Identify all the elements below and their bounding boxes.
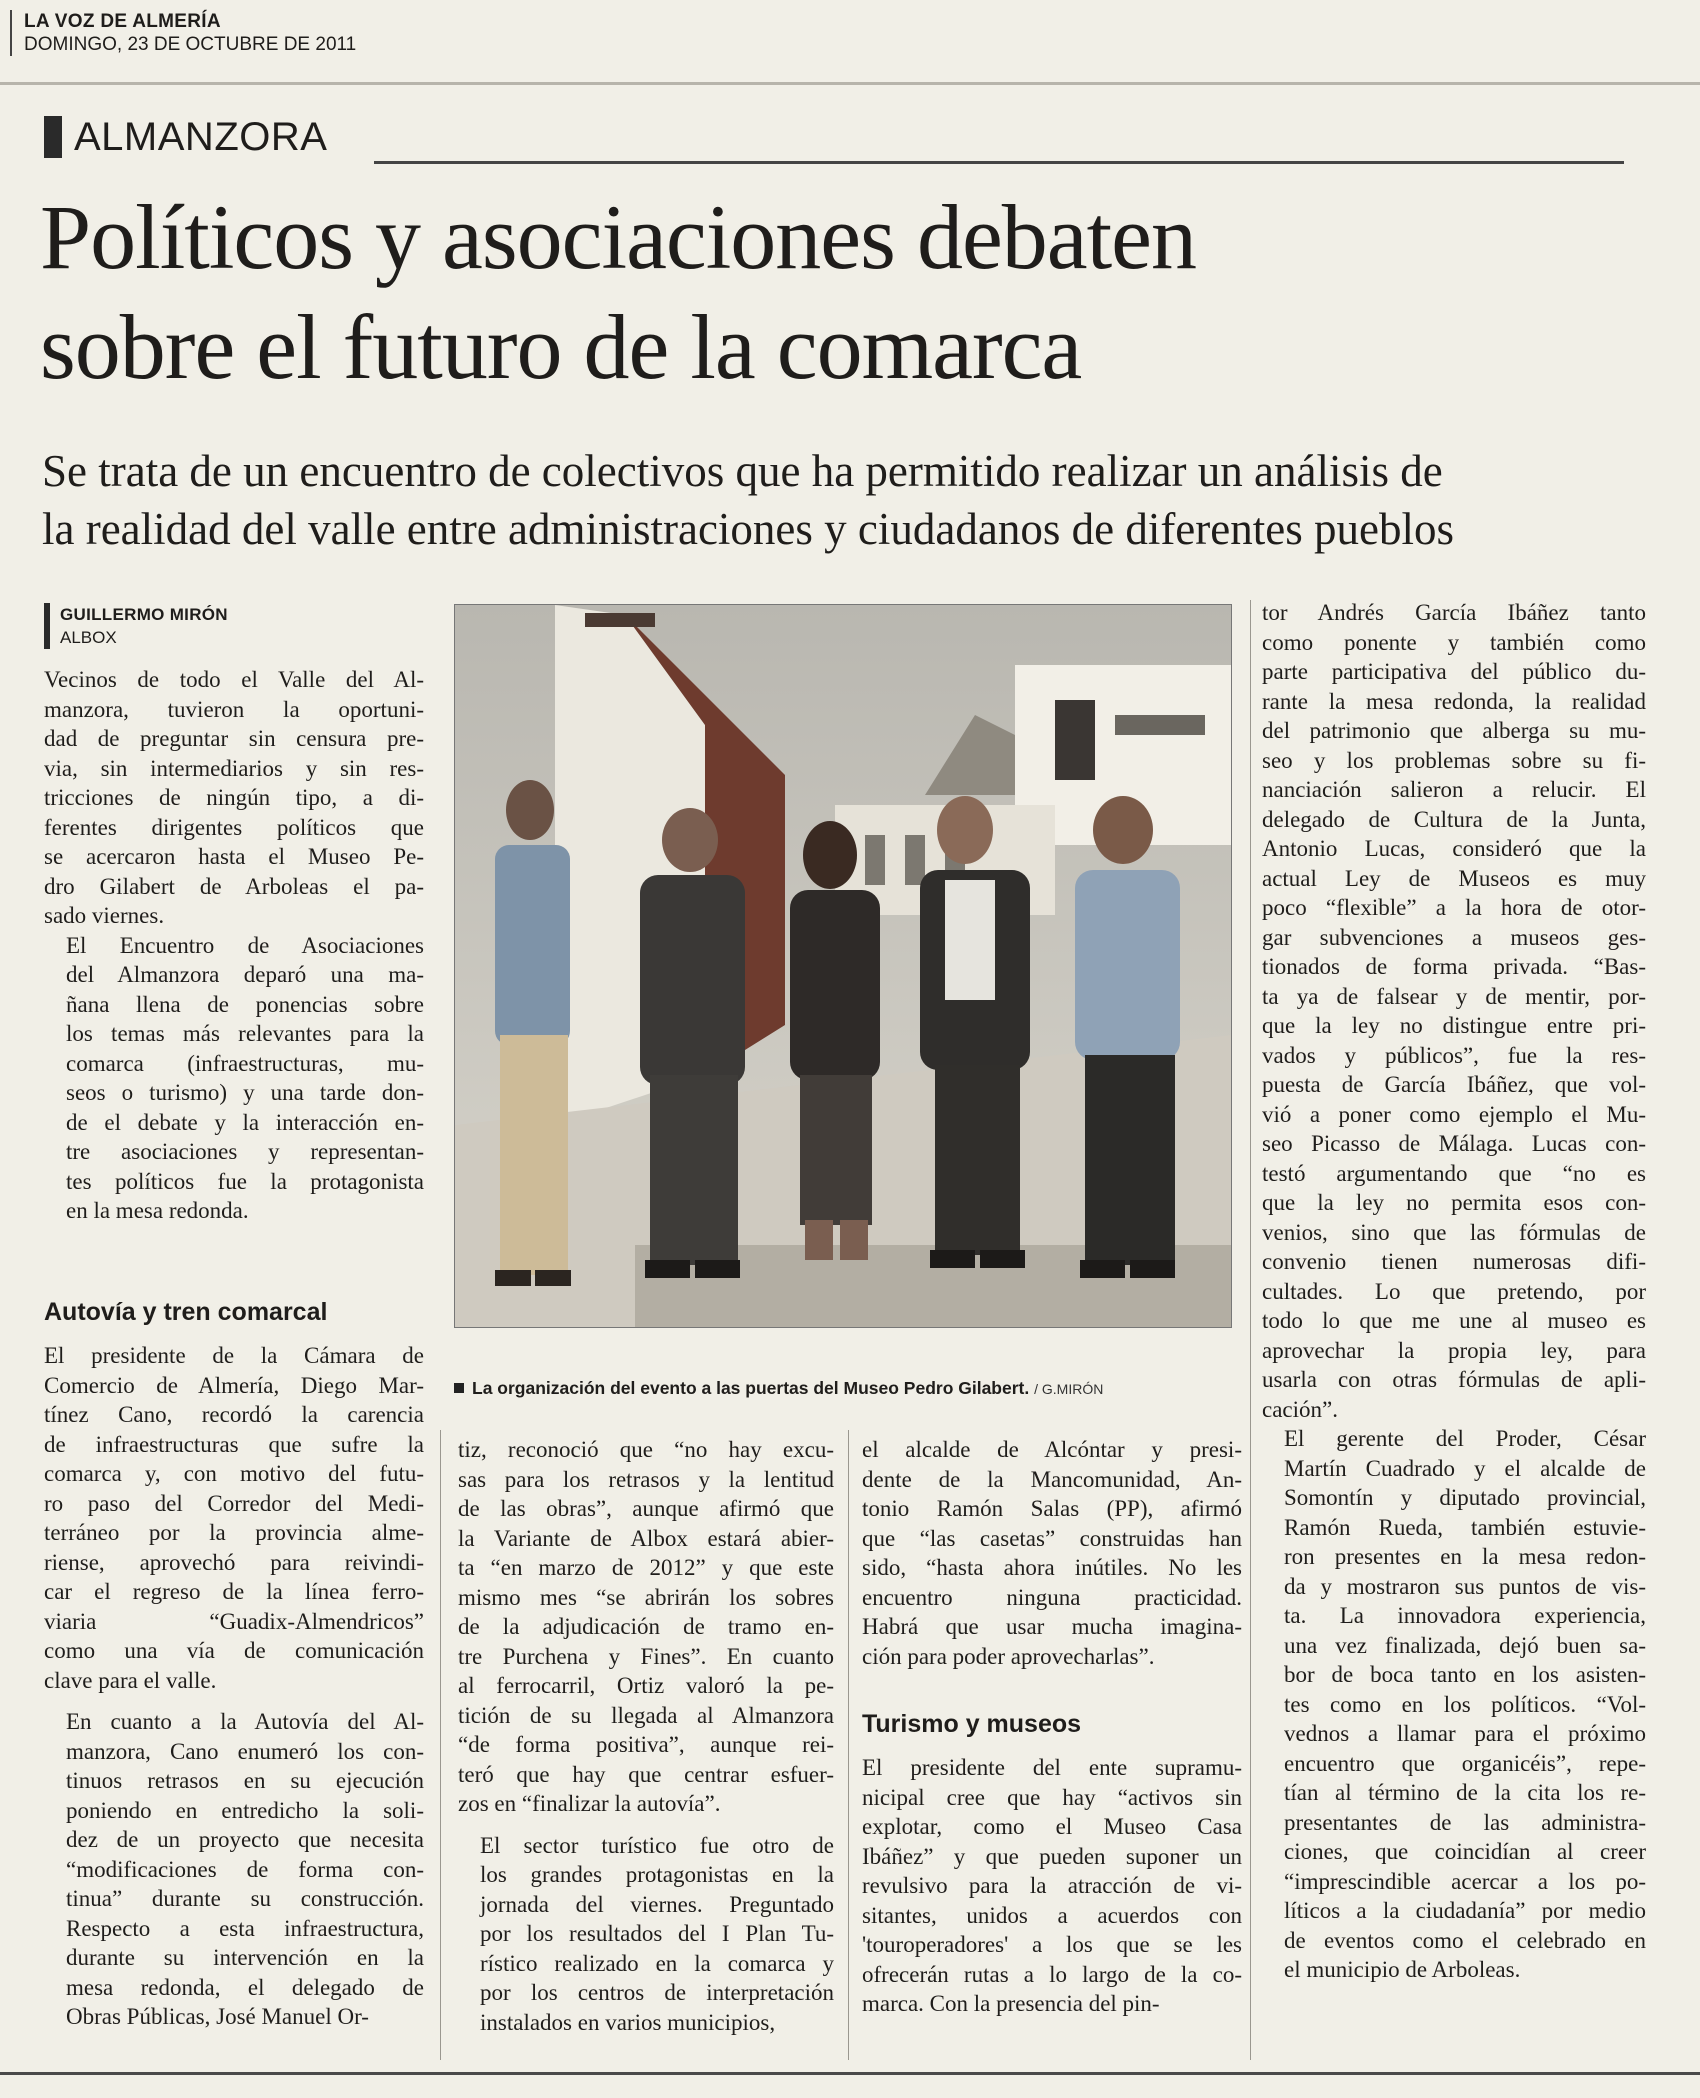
text-line: la Variante de Albox estará abier- xyxy=(458,1525,834,1551)
text-line: del patrimonio que alberga su mu- xyxy=(1262,718,1646,743)
article-photo xyxy=(454,604,1232,1328)
article-column-4 xyxy=(1262,598,1646,1985)
text-line: se acercaron hasta el Museo Pe- xyxy=(44,844,424,869)
text-line: tición de su llegada al Almanzora xyxy=(458,1702,834,1728)
text-line: “modificaciones de forma con- xyxy=(66,1856,424,1882)
text-line: tor Andrés García Ibáñez tanto xyxy=(1262,600,1646,625)
text-line: clave para el valle. xyxy=(44,1667,217,1693)
article-paragraph-1 xyxy=(44,665,424,931)
author-location: ALBOX xyxy=(60,628,117,647)
text-line: Antonio Lucas, consideró que la xyxy=(1262,836,1646,861)
text-line: durante su intervención en la xyxy=(66,1945,424,1970)
text-line: sado viernes. xyxy=(44,903,165,928)
text-line: tre Purchena y Fines”. En cuanto xyxy=(458,1643,834,1669)
headline-line-1: Políticos y asociaciones debaten xyxy=(40,186,1197,288)
article-paragraph-7 xyxy=(1262,1424,1646,1985)
section-rule xyxy=(374,161,1624,164)
text-line: dad de preguntar sin censura pre- xyxy=(44,726,424,751)
text-line: El presidente de la Cámara de xyxy=(44,1343,424,1368)
text-line: tre asociaciones y representan- xyxy=(66,1139,424,1164)
text-line: vados y públicos”, fue la res- xyxy=(1262,1042,1646,1068)
text-line: actual Ley de Museos es muy xyxy=(1262,865,1646,891)
text-line: ferentes dirigentes políticos que xyxy=(44,814,424,840)
text-line: bor de boca tanto en los asisten- xyxy=(1284,1662,1646,1687)
headline-line-2: sobre el futuro de la comarca xyxy=(40,296,1082,398)
text-line: como una vía de comunicación xyxy=(44,1638,424,1663)
text-line: que la ley no permita esos con- xyxy=(1262,1190,1646,1215)
article-paragraph-2 xyxy=(44,931,424,1226)
photo-caption xyxy=(454,1376,1234,1401)
text-line: “imprescindible acercar a los po- xyxy=(1284,1868,1646,1894)
text-line: ciones, que coincidían al creer xyxy=(1284,1839,1646,1864)
subheadline xyxy=(42,442,1662,558)
text-line: encuentro que organicéis”, repe- xyxy=(1284,1750,1646,1776)
text-line: tían al término de la cita los re- xyxy=(1284,1780,1646,1805)
text-line: como ponente y también como xyxy=(1262,629,1646,655)
text-line: El gerente del Proder, César xyxy=(1284,1426,1646,1451)
article-paragraph-6 xyxy=(862,1753,1242,2019)
text-line: instalados en varios municipios, xyxy=(480,2009,776,2035)
text-line: tinuos retrasos en su ejecución xyxy=(66,1768,424,1793)
text-line: al ferrocarril, Ortiz valoró la pe- xyxy=(458,1673,834,1698)
text-line: Ibáñez” y que pueden suponer un xyxy=(862,1843,1242,1869)
newspaper-name: LA VOZ DE ALMERÍA xyxy=(24,11,221,32)
text-line: revulsivo para la atracción de vi- xyxy=(862,1873,1242,1898)
text-line: ta ya de falsear y de mentir, por- xyxy=(1262,983,1646,1009)
text-line: cultades. Lo que pretendo, por xyxy=(1262,1278,1646,1304)
photo-credit: / G.MIRÓN xyxy=(1034,1381,1104,1397)
column-rule-4 xyxy=(1250,600,1251,2060)
text-line: que “las casetas” construidas han xyxy=(862,1525,1242,1551)
text-line: riense, aprovechó para reivindi- xyxy=(44,1549,424,1575)
text-line: Obras Públicas, José Manuel Or- xyxy=(66,2004,369,2029)
text-line: ro paso del Corredor del Medi- xyxy=(44,1490,424,1516)
text-line: manzora, Cano enumeró los con- xyxy=(66,1738,424,1764)
text-line: encuentro ninguna practicidad. xyxy=(862,1584,1242,1610)
text-line: tiz, reconoció que “no hay excu- xyxy=(458,1437,834,1462)
text-line: Habrá que usar mucha imagina- xyxy=(862,1614,1242,1639)
section-header xyxy=(44,112,1624,166)
text-line: aprovechar la propia ley, para xyxy=(1262,1337,1646,1363)
text-line: teró que hay que centrar esfuer- xyxy=(458,1761,834,1787)
text-line: el alcalde de Alcóntar y presi- xyxy=(862,1437,1242,1462)
text-line: tonio Ramón Salas (PP), afirmó xyxy=(862,1496,1242,1521)
text-line: ta “en marzo de 2012” y que este xyxy=(458,1555,834,1580)
text-line: El Encuentro de Asociaciones xyxy=(66,932,424,958)
text-line: Somontín y diputado provincial, xyxy=(1284,1485,1646,1510)
text-line: comarca (infraestructuras, mu- xyxy=(66,1050,424,1076)
text-line: car el regreso de la línea ferro- xyxy=(44,1579,424,1604)
text-line: cación”. xyxy=(1262,1396,1338,1422)
text-line: nicipal cree que hay “activos sin xyxy=(862,1784,1242,1810)
text-line: vió a poner como ejemplo el Mu- xyxy=(1262,1101,1646,1127)
article-paragraph-5 xyxy=(458,1831,834,2038)
person-2 xyxy=(640,808,745,1278)
text-line: los temas más relevantes para la xyxy=(66,1021,424,1046)
issue-date: DOMINGO, 23 DE OCTUBRE DE 2011 xyxy=(24,34,357,55)
text-line: tionados de forma privada. “Bas- xyxy=(1262,954,1646,979)
text-line: presentantes de las administra- xyxy=(1284,1809,1646,1835)
text-line: de eventos como el celebrado en xyxy=(1284,1927,1646,1953)
author-name: GUILLERMO MIRÓN xyxy=(60,605,228,624)
text-line: delegado de Cultura de la Junta, xyxy=(1262,806,1646,832)
text-line: zos en “finalizar la autovía”. xyxy=(458,1791,721,1816)
text-line: de la adjudicación de tramo en- xyxy=(458,1614,834,1639)
photo-illustration xyxy=(455,605,1231,1327)
text-line: sas para los retrasos y la lentitud xyxy=(458,1466,834,1492)
text-line: por los centros de interpretación xyxy=(480,1980,834,2005)
article-paragraph-3 xyxy=(44,1341,424,1695)
text-line: usarla con otras fórmulas de apli- xyxy=(1262,1367,1646,1392)
text-line: seos o turismo) y una tarde don- xyxy=(66,1080,424,1105)
text-line: En cuanto a la Autovía del Al- xyxy=(66,1709,424,1734)
article-column-1-bottom xyxy=(44,1295,424,2032)
subheading-turismo: Turismo y museos xyxy=(862,1710,1082,1738)
text-line: El sector turístico fue otro de xyxy=(480,1832,834,1858)
text-line: seo y los problemas sobre su fi- xyxy=(1262,747,1646,773)
text-line: Vecinos de todo el Valle del Al- xyxy=(44,667,424,692)
text-line: de el debate y la interacción en- xyxy=(66,1109,424,1135)
person-1 xyxy=(495,780,571,1286)
text-line: tes políticos fue la protagonista xyxy=(66,1168,424,1194)
section-bar xyxy=(44,116,62,158)
article-paragraph-6-cont xyxy=(1262,598,1646,1424)
text-line: testó argumentando que “no es xyxy=(1262,1160,1646,1186)
text-line: Respecto a esta infraestructura, xyxy=(66,1915,424,1941)
text-line: seo Picasso de Málaga. Lucas con- xyxy=(1262,1131,1646,1156)
subheadline-line-2: la realidad del valle entre administraciones y ciudadanos de diferentes pueblos xyxy=(42,504,1454,554)
text-line: comarca y, con motivo del futu- xyxy=(44,1461,424,1486)
text-line: explotar, como el Museo Casa xyxy=(862,1814,1242,1839)
text-line: los grandes protagonistas en la xyxy=(480,1862,834,1887)
subheading-autovia: Autovía y tren comarcal xyxy=(44,1298,328,1326)
text-line: tínez Cano, recordó la carencia xyxy=(44,1402,424,1427)
text-line: dro Gilabert de Arboleas el pa- xyxy=(44,873,424,899)
article-paragraph-5-cont xyxy=(862,1435,1242,1671)
text-line: da y mostraron sus puntos de vis- xyxy=(1284,1573,1646,1599)
text-line: terráneo por la provincia alme- xyxy=(44,1520,424,1545)
text-line: una vez finalizada, dejó buen sa- xyxy=(1284,1632,1646,1658)
text-line: poco “flexible” a la hora de otor- xyxy=(1262,895,1646,920)
text-line: gar subvenciones a museos ges- xyxy=(1262,924,1646,950)
masthead xyxy=(10,10,424,56)
text-line: ción para poder aprovecharlas”. xyxy=(862,1643,1155,1669)
text-line: tricciones de ningún tipo, a di- xyxy=(44,785,424,810)
text-line: vednos a llamar para el próximo xyxy=(1284,1721,1646,1746)
text-line: via, sin intermediarios y sin res- xyxy=(44,755,424,781)
text-line: El presidente del ente supramu- xyxy=(862,1755,1242,1780)
text-line: rante la mesa redonda, la realidad xyxy=(1262,688,1646,714)
text-line: puesta de García Ibáñez, que vol- xyxy=(1262,1072,1646,1097)
text-line: de infraestructuras que sufre la xyxy=(44,1431,424,1457)
text-line: ron presentes en la mesa redon- xyxy=(1284,1544,1646,1569)
article-column-1-top xyxy=(44,665,424,1226)
caption-bullet xyxy=(454,1383,464,1393)
text-line: parte participativa del público du- xyxy=(1262,659,1646,684)
text-line: Comercio de Almería, Diego Mar- xyxy=(44,1372,424,1398)
text-line: mismo mes “se abrirán los sobres xyxy=(458,1584,834,1610)
text-line: tinua” durante su construcción. xyxy=(66,1886,424,1911)
text-line: poniendo en entredicho la soli- xyxy=(66,1797,424,1823)
text-line: ñana llena de ponencias sobre xyxy=(66,991,424,1017)
column-rule-2 xyxy=(440,1430,441,2060)
text-line: en la mesa redonda. xyxy=(66,1198,249,1223)
text-line: 'touroperadores' a los que se les xyxy=(862,1932,1242,1957)
text-line: Martín Cuadrado y el alcalde de xyxy=(1284,1455,1646,1481)
text-line: rístico realizado en la comarca y xyxy=(480,1950,834,1976)
text-line: que la ley no distingue entre pri- xyxy=(1262,1013,1646,1038)
text-line: sido, “hasta ahora inútiles. No les xyxy=(862,1555,1242,1580)
text-line: ofrecerán rutas a lo largo de la co- xyxy=(862,1961,1242,1987)
text-line: dente de la Mancomunidad, An- xyxy=(862,1466,1242,1492)
text-line: sitantes, unidos a acuerdos con xyxy=(862,1902,1242,1928)
article-paragraph-4 xyxy=(44,1707,424,2032)
text-line: del Almanzora deparó una ma- xyxy=(66,962,424,987)
text-line: mesa redonda, el delegado de xyxy=(66,1974,424,2000)
text-line: convenio tienen numerosas difi- xyxy=(1262,1249,1646,1274)
headline xyxy=(40,182,1660,402)
text-line: venios, sino que las fórmulas de xyxy=(1262,1219,1646,1245)
article-column-2 xyxy=(458,1435,834,2037)
text-line: marca. Con la presencia del pin- xyxy=(862,1991,1160,2016)
caption-text: La organización del evento a las puertas del Museo Pedro Gilabert. xyxy=(472,1378,1030,1398)
text-line: Ramón Rueda, también estuvie- xyxy=(1284,1514,1646,1540)
text-line: todo lo que me une al museo es xyxy=(1262,1308,1646,1333)
text-line: el municipio de Arboleas. xyxy=(1284,1957,1521,1982)
text-line: manzora, tuvieron la oportuni- xyxy=(44,696,424,722)
article-column-3 xyxy=(862,1435,1242,2019)
text-line: viaria “Guadix-Almendricos” xyxy=(44,1608,424,1634)
text-line: de las obras”, aunque afirmó que xyxy=(458,1496,834,1521)
text-line: dez de un proyecto que necesita xyxy=(66,1827,424,1852)
text-line: jornada del viernes. Preguntado xyxy=(480,1891,834,1917)
text-line: por los resultados del I Plan Tu- xyxy=(480,1921,834,1946)
text-line: líticos a la ciudadanía” por medio xyxy=(1284,1898,1646,1923)
bottom-rule xyxy=(0,2072,1700,2075)
text-line: tes como en los políticos. “Vol- xyxy=(1284,1691,1646,1717)
article-paragraph-4-cont xyxy=(458,1435,834,1819)
byline xyxy=(44,603,420,649)
subheadline-line-1: Se trata de un encuentro de colectivos que ha permitido realizar un análisis de xyxy=(42,446,1443,496)
section-label: ALMANZORA xyxy=(74,115,328,159)
text-line: ta. La innovadora experiencia, xyxy=(1284,1603,1646,1628)
text-line: nanciación salieron a relucir. El xyxy=(1262,777,1646,802)
column-rule-3 xyxy=(848,1430,849,2060)
top-rule xyxy=(0,82,1700,85)
text-line: “de forma positiva”, aunque rei- xyxy=(458,1732,834,1757)
